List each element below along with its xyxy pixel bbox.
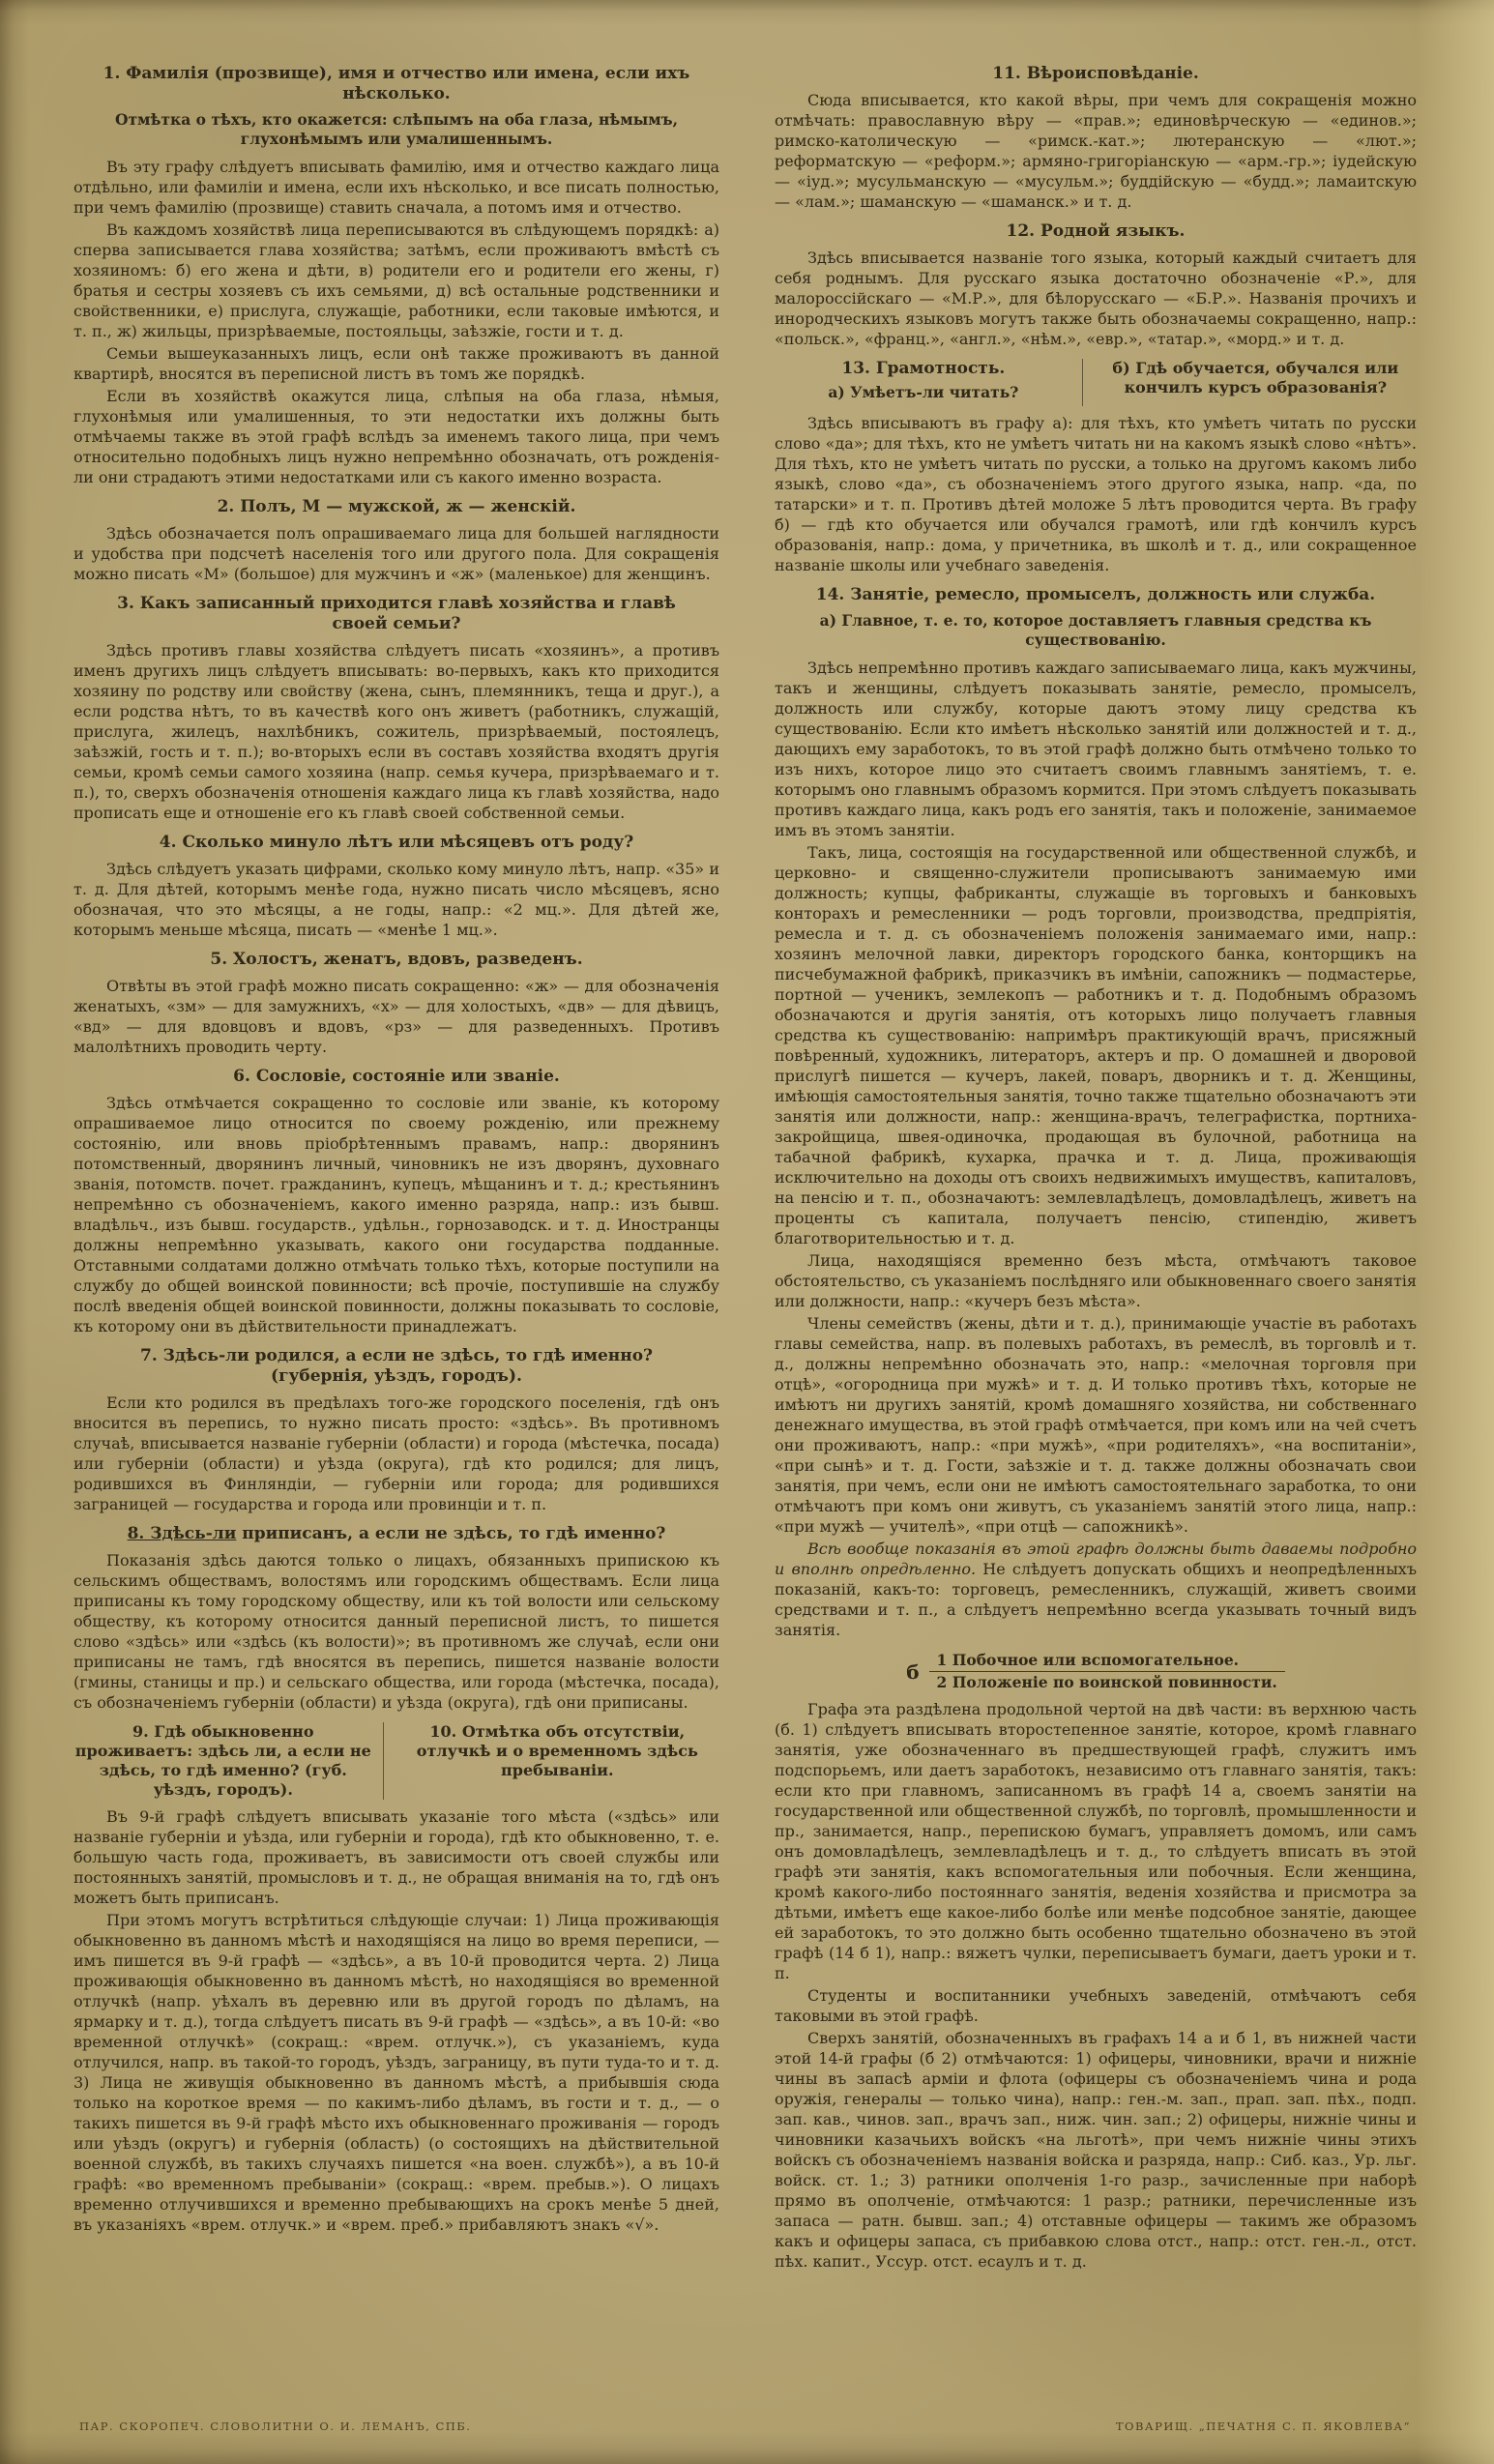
section-heading: 12. Родной языкъ. [1006, 221, 1186, 241]
heading-pair-right: 10. Отмѣтка объ отсутствіи, отлучкѣ и о временномъ здѣсь пребываніи. [383, 1722, 719, 1800]
b-lines [929, 1650, 1285, 1693]
paragraph: Здѣсь вписываютъ въ графу а): для тѣхъ, кто умѣетъ читать по русски слово «да»; для тѣхъ, кто не умѣетъ читать ни на какомъ языкѣ слово «нѣтъ». Для тѣхъ, кто не умѣетъ читать по русски, а только на другомъ какомъ либо языкѣ, слово «да», съ обозначеніемъ этого другого языка, напр. «да, по татарски» и т. п. Противъ дѣтей моложе 5 лѣтъ проводится черта. Въ графу б) — гдѣ кто обучается или обучался грамотѣ, или гдѣ кончилъ курсъ образованія, напр.: дома, у причетника, въ школѣ и т. д., или сокращенное названіе школы или учебнаго заведенія. [775, 414, 1417, 574]
italic-lead: Всѣ вообще показанія въ этой графѣ должны быть даваемы подробно и вполнѣ опредѣленно. [775, 1540, 1417, 1578]
paragraph: Показанія здѣсь даются только о лицахъ, обязанныхъ припискою къ сельскимъ обществамъ, волостямъ или городскимъ обществамъ. Если лица приписаны къ тому городскому обществу, или къ той волости или сельскому обществу, къ которому относится данный переписной листъ, то пишется слово «здѣсь» или «здѣсь (къ волости)»; въ противномъ же случаѣ, если они приписаны не тамъ, гдѣ вносятся въ перепись, пишется названіе волости (гмины, станицы и пр.) и сельскаго общества, или города (мѣстечка, посада), съ обозначеніемъ губерніи (области) и уѣзда (округа), гдѣ они приписаны. [73, 1551, 719, 1712]
paragraph: Графа эта раздѣлена продольной чертой на двѣ части: въ верхнюю часть (б. 1) слѣдуетъ вписывать второстепенное занятіе, которое, кромѣ главнаго занятія, уже обозначеннаго въ предшествующей графѣ, служитъ имъ подспорьемъ, или даетъ заработокъ, независимо отъ главнаго занятія, такъ: если кто при главномъ, записанномъ въ графѣ 14 а, своемъ занятіи на государственной или общественной службѣ, по торговлѣ, промышленности и пр., занимается, напр., перепискою бумагъ, управляетъ домомъ, или самъ онъ домовладѣлецъ, землевладѣлецъ и т. д., то слѣдуетъ вписать въ этой графѣ эти занятія, какъ вспомогательныя или побочныя. Если женщина, кромѣ какого-либо постояннаго занятія, веденія хозяйства и присмотра за дѣтьми, имѣетъ еще какое-либо болѣе или менѣе подсобное занятіе, дающее ей заработокъ, то это должно быть особенно тщательно обозначено въ этой графѣ (14 б 1), напр.: вяжетъ чулки, переписываетъ бумаги, даетъ уроки и т. п. [775, 1700, 1417, 1982]
section-heading: 11. Вѣроисповѣданіе. [992, 64, 1199, 83]
section-heading: 8. Здѣсь-ли приписанъ, а если не здѣсь, то гдѣ именно? [127, 1524, 666, 1543]
paragraph: Въ эту графу слѣдуетъ вписывать фамилію, имя и отчество каждаго лица отдѣльно, или фамиліи и имена, если ихъ нѣсколько, и все писать полностью, при чемъ фамилію (прозвище) ставить сначала, а потомъ имя и отчество. [73, 158, 719, 217]
sub-column-heading [775, 1650, 1417, 1693]
b-line-military-status: 2 Положеніе по воинской повинности. [936, 1673, 1277, 1691]
paragraph: Лица, находящіяся временно безъ мѣста, отмѣчаютъ таковое обстоятельство, съ указаніемъ послѣдняго или обыкновеннаго своего занятія или должности, напр.: «кучеръ безъ мѣста». [775, 1251, 1417, 1310]
paragraph: Здѣсь непремѣнно противъ каждаго записываемаго лица, какъ мужчины, такъ и женщины, слѣдуетъ показывать занятіе, ремесло, промыселъ, должность или службу, которые даютъ этому лицу средства къ существованію. Если кто имѣетъ нѣсколько занятій или должностей и т. д., дающихъ ему заработокъ, то въ этой графѣ должно быть отмѣчено только то изъ нихъ, которое лицо это считаетъ своимъ главнымъ занятіемъ, т. е. которымъ оно главнымъ образомъ кормится. При этомъ слѣдуетъ показывать противъ каждаго лица, какъ родъ его занятія, такъ и положеніе, занимаемое имъ въ этомъ занятіи. [775, 659, 1417, 839]
b-label: б [906, 1659, 920, 1684]
section-heading: 4. Сколько минуло лѣтъ или мѣсяцевъ отъ роду? [159, 833, 634, 852]
paragraph: Въ каждомъ хозяйствѣ лица переписываются въ слѣдующемъ порядкѣ: а) сперва записывается глава хозяйства; затѣмъ, если проживаютъ вмѣстѣ съ хозяиномъ: б) его жена и дѣти, в) родители его и родители его жены, г) братья и сестры хозяевъ съ ихъ семьями, д) всѣ остальные родственники и свойственники, е) прислуга, служащіе, работники, если таковые имѣются, и т. п., ж) жильцы, призрѣваемые, постояльцы, заѣзжіе, гости и т. д. [73, 220, 719, 340]
paragraph: Здѣсь вписывается названіе того языка, который каждый считаетъ для себя роднымъ. Для русскаго языка достаточно обозначеніе «Р.», для малороссійскаго — «М.Р.», для бѣлорусскаго — «Б.Р.». Названія прочихъ и инородческихъ языковъ могутъ также быть обозначаемы сокращенно, напр.: «польск.», «франц.», «англ.», «нѣм.», «евр.», «татар.», «морд.» и т. д. [775, 249, 1417, 348]
section-heading: Отмѣтка о тѣхъ, кто окажется: слѣпымъ на оба глаза, нѣмымъ, глухонѣмымъ или умалишеннымъ. [114, 110, 679, 148]
paragraph: Здѣсь отмѣчается сокращенно то сословіе или званіе, къ которому опрашиваемое лицо относится по своему рожденію, или прежнему состоянію, или вновь пріобрѣтеннымъ правамъ, напр.: дворянинъ потомственный, дворянинъ личный, чиновникъ не изъ дворянъ, духовнаго званія, потомств. почет. гражданинъ, купецъ, мѣщанинъ и т. д.; крестьянинъ непремѣнно съ обозначеніемъ, какого именно разряда, напр.: изъ бывш. владѣльч., изъ бывш. государств., удѣльн., горнозаводск. и т. д. Иностранцы должны непремѣнно указывать, какого они государства подданные. Отставными солдатами должно отмѣчать только тѣхъ, которые поступили на службу до общей воинской повинности; всѣ прочіе, поступившіе на службу послѣ введенія общей воинской повинности, должны показывать то сословіе, къ которому они въ дѣйствительности принадлежатъ. [73, 1094, 719, 1335]
paragraph: Всѣ вообще показанія въ этой графѣ должны быть даваемы подробно и вполнѣ опредѣленно. Не слѣдуетъ допускать общихъ и неопредѣленныхъ показаній, какъ-то: торговецъ, ремесленникъ, служащій, живетъ своими средствами и т. п., а слѣдуетъ непремѣнно всегда указывать точный видъ занятія. [775, 1540, 1417, 1639]
paragraph: Отвѣты въ этой графѣ можно писать сокращенно: «ж» — для обозначенія женатыхъ, «зм» — для замужнихъ, «х» — для холостыхъ, «дв» — для дѣвицъ, «вд» — для вдовцовъ и вдовъ, «рз» — для разведенныхъ. Противъ малолѣтнихъ проводить черту. [73, 977, 719, 1056]
heading-underlined-lead: 8. Здѣсь-ли [127, 1524, 237, 1543]
heading-pair [73, 1722, 719, 1800]
section-heading: 2. Полъ, М — мужской, ж — женскій. [217, 497, 576, 516]
paragraph: Здѣсь обозначается полъ опрашиваемаго лица для большей наглядности и удобства при подсчетѣ населенія того или другого пола. Для сокращенія можно писать «М» (большое) для мужчинъ и «ж» (маленькое) для женщинъ. [73, 524, 719, 583]
section-heading: 1. Фамилія (прозвище), имя и отчество или имена, если ихъ нѣсколько. [103, 64, 690, 103]
section-heading: 13. Грамотность. [841, 359, 1006, 378]
printer-imprint-left: ПАР. СКОРОПЕЧ. СЛОВОЛИТНИ О. И. ЛЕМАНЪ, СПБ. [79, 2420, 472, 2433]
paragraph: Если въ хозяйствѣ окажутся лица, слѣпыя на оба глаза, нѣмыя, глухонѣмыя или умалишенныя, то эти недостатки ихъ должны быть отмѣчаемы также въ этой графѣ вслѣдъ за именемъ такого лица, при чемъ относительно подобныхъ лицъ нужно непремѣнно обозначать, отъ рожденія-ли они страдаютъ этими недостатками или съ какого именно возраста. [73, 387, 719, 486]
paragraph: Если кто родился въ предѣлахъ того-же городского поселенія, гдѣ онъ вносится въ перепись, то нужно писать просто: «здѣсь». Въ противномъ случаѣ, вписывается названіе губерніи (области) и города (мѣстечка, посада) или губерніи (области) и уѣзда (округа), гдѣ кто родился; для лицъ, родившихся въ Финляндіи, — губерніи или города; для родившихся заграницей — государства и города или провинціи и т. п. [73, 1393, 719, 1513]
heading-pair [775, 359, 1417, 406]
section-heading: 6. Сословіе, состояніе или званіе. [233, 1067, 560, 1086]
heading-pair-right: б) Гдѣ обучается, обучался или кончилъ курсъ образованія? [1082, 359, 1417, 406]
section-heading: 3. Какъ записанный приходится главѣ хозяйства и главѣ своей семьи? [117, 594, 676, 633]
paragraph: Въ 9-й графѣ слѣдуетъ вписывать указаніе того мѣста («здѣсь» или названіе губерніи и уѣзда, или губерніи и города), гдѣ кто обыкновенно, т. е. большую часть года, проживаетъ, въ зависимости отъ своей службы или постоянныхъ занятій, промысловъ и т. д., не обращая вниманія на то, гдѣ онъ можетъ быть приписанъ. [73, 1807, 719, 1907]
paragraph: Здѣсь слѣдуетъ указать цифрами, сколько кому минуло лѣтъ, напр. «35» и т. д. Для дѣтей, которымъ менѣе года, нужно писать число мѣсяцевъ, ясно обозначая, что это мѣсяцы, а не годы, напр.: «2 мц.». Для дѣтей же, которымъ меньше мѣсяца, писать — «менѣе 1 мц.». [73, 860, 719, 939]
paragraph: При этомъ могутъ встрѣтиться слѣдующіе случаи: 1) Лица проживающія обыкновенно въ данномъ мѣстѣ и находящіяся на лицо во время переписи, — имъ пишется въ 9-й графѣ — «здѣсь», а въ 10-й проводится черта. 2) Лица проживающія обыкновенно въ данномъ мѣстѣ, но находящіяся во временной отлучкѣ (напр. уѣхалъ въ деревню или въ другой городъ по дѣламъ, на ярмарку и т. д.), тогда слѣдуетъ писать въ 9-й графѣ — «здѣсь», а въ 10-й: «во временной отлучкѣ» (сокращ.: «врем. отлучк.»), съ указаніемъ, куда отлучился, напр. въ такой-то городъ, уѣздъ, заграницу, въ пути туда-то и т. д. 3) Лица не живущія обыкновенно въ данномъ мѣстѣ, а прибывшія сюда только на короткое время — по какимъ-либо дѣламъ, въ гости и т. д., — о такихъ пишется въ 9-й графѣ мѣсто ихъ обыкновеннаго проживанія — городъ или уѣздъ (округъ) и губернія (область) (о состоящихъ на дѣйствительной военной службѣ, въ такихъ случаяхъ пишется «на воен. службѣ»), а въ 10-й графѣ: «во временномъ пребываніи» (сокращ.: «врем. пребыв.»). О лицахъ временно отлучившихся и временно пребывающихъ на срокъ менѣе 5 дней, въ указаніяхъ «врем. отлучк.» и «врем. преб.» прибавляютъ знакъ «√». [73, 1911, 719, 2234]
heading-pair-left: 9. Гдѣ обыкновенно проживаетъ: здѣсь ли, а если не здѣсь, то гдѣ именно? (губ. уѣздъ, городъ). [74, 1722, 371, 1799]
paragraph: Такъ, лица, состоящія на государственной или общественной службѣ, и церковно- и священно-служители прописываютъ занимаемую ими должность; купцы, фабриканты, служащіе въ торговыхъ и банковыхъ конторахъ и ремесленники — родъ торговли, производства, предпріятія, ремесла и т. д. съ обозначеніемъ положенія занимаемаго ими, напр.: хозяинъ мелочной лавки, директоръ городского банка, конторщикъ на писчебумажной фабрикѣ, приказчикъ въ имѣніи, сапожникъ — подмастерье, портной — ученикъ, землекопъ — работникъ и т. д. Подобнымъ образомъ обозначаются и другія занятія, отъ которыхъ лицо получаетъ главныя средства къ существованію: напримѣръ практикующій врачъ, присяжный повѣренный, художникъ, литераторъ, актеръ и пр. О домашней и дворовой прислугѣ пишется — кучеръ, лакей, поваръ, дворникъ и т. д. Женщины, имѣющія самостоятельныя занятія, точно также тщательно обозначаютъ эти занятія или должности, напр.: женщина-врачъ, телеграфистка, портниха-закройщица, швея-одиночка, продающая въ булочной, работница на табачной фабрикѣ, кухарка, прачка и т. д. Лица, проживающія исключительно на доходы отъ своихъ недвижимыхъ имуществъ, капиталовъ, на пенсію и т. п., обозначаютъ: землевладѣлецъ, домовладѣлецъ, живетъ на проценты съ капитала, получаетъ пенсію, стипендію, живетъ благотворительностью и т. д. [775, 843, 1417, 1247]
left-column [73, 54, 719, 2237]
section-heading: 5. Холостъ, женатъ, вдовъ, разведенъ. [210, 950, 583, 969]
paragraph: Здѣсь противъ главы хозяйства слѣдуетъ писать «хозяинъ», а противъ именъ другихъ лицъ слѣдуетъ вписывать: во-первыхъ, какъ кто приходится хозяину по родству или свойству (жена, сынъ, племянникъ, теща и друг.), а если родства нѣтъ, то въ качествѣ кого онъ живетъ (работникъ, служащій, прислуга, жилецъ, нахлѣбникъ, сожитель, призрѣваемый, постоялецъ, заѣзжій, гость и т. п.); во-вторыхъ если въ составъ хозяйства входятъ другія семьи, кромѣ семьи самого хозяина (напр. семья кучера, призрѣваемаго и т. п.), то, сверхъ обозначенія отношенія каждаго лица къ главѣ хозяйства, надо прописать еще и отношеніе его къ главѣ своей собственной семьи. [73, 641, 719, 822]
printer-imprint-right: ТОВАРИЩ. „ПЕЧАТНЯ С. П. ЯКОВЛЕВА“ [1115, 2420, 1411, 2433]
paragraph: Семьи вышеуказанныхъ лицъ, если онѣ также проживаютъ въ данной квартирѣ, вносятся въ переписной листъ въ томъ же порядкѣ. [73, 344, 719, 383]
section-heading: а) Главное, т. е. то, которое доставляетъ главныя средства къ существованію. [819, 611, 1372, 649]
right-column [775, 54, 1417, 2273]
section-heading: 7. Здѣсь-ли родился, а если не здѣсь, то гдѣ именно? (губернія, уѣздъ, городъ). [139, 1346, 653, 1386]
b-line-secondary-occupation: 1 Побочное или вспомогательное. [929, 1650, 1285, 1672]
section-subheading: а) Умѣетъ-ли читать? [828, 383, 1019, 401]
section-heading: 14. Занятіе, ремесло, промыселъ, должность или служба. [815, 585, 1376, 604]
paragraph: Сверхъ занятій, обозначенныхъ въ графахъ 14 а и б 1, въ нижней части этой 14-й графы (б 2) отмѣчаются: 1) офицеры, чиновники, врачи и нижніе чины въ запасѣ арміи и флота (офицеры съ обозначеніемъ чина и рода оружія, генералы — только чина), напр.: ген.-м. зап., прап. зап. пѣх., подп. зап. кав., чинов. зап., врачъ зап., ниж. чин. зап.; 2) офицеры, нижніе чины и чиновники казачьихъ войскъ «на льготѣ», при чемъ нижніе чины этихъ войскъ съ обозначеніемъ названія войска и разряда, напр.: Сиб. каз., Ур. льг. войск. ст. 1.; 3) ратники ополченія 1-го разр., зачисленные при наборѣ прямо въ ополченіе, отмѣчаются: 1 разр.; ратники, перечисленные изъ запаса — ратн. бывш. зап.; 4) отставные офицеры — такимъ же образомъ какъ и офицеры запаса, съ прибавкою слова отст., напр.: отст. ген.-л., отст. пѣх. капит., Уссур. отст. есаулъ и т. д. [775, 2029, 1417, 2271]
paragraph: Члены семействъ (жены, дѣти и т. д.), принимающіе участіе въ работахъ главы семейства, напр. въ полевыхъ работахъ, въ ремеслѣ, въ торговлѣ и т. д., должны непремѣнно обозначать это, напр.: «мелочная торговля при отцѣ», «огородница при мужѣ» и т. д. И только противъ тѣхъ, которые не имѣютъ ни другихъ занятій, кромѣ домашняго хозяйства, ни собственнаго денежнаго имущества, въ этой графѣ отмѣчается, при комъ или на чей счетъ они проживаютъ, напр.: «при мужѣ», «при родителяхъ», «на воспитаніи», «при сынѣ» и т. д. Гости, заѣзжіе и т. д. также должны обозначать свои занятія, при чемъ, если они не имѣютъ самостоятельнаго заработка, то они отмѣчаютъ при комъ они живутъ, съ указаніемъ занятій этого лица, напр.: «при мужѣ — учителѣ», «при отцѣ — сапожникѣ». [775, 1314, 1417, 1536]
paragraph: Сюда вписывается, кто какой вѣры, при чемъ для сокращенія можно отмѣчать: православную вѣру — «прав.»; единовѣрческую — «единов.»; римско-католическую — «римск.-кат.»; лютеранскую — «лют.»; реформатскую — «реформ.»; армяно-григоріанскую — «арм.-гр.»; іудейскую — «іуд.»; мусульманскую — «мусульм.»; буддійскую — «будд.»; ламаитскую — «лам.»; шаманскую — «шаманск.» и т. д. [775, 91, 1417, 211]
paragraph: Студенты и воспитанники учебныхъ заведеній, отмѣчаютъ себя таковыми въ этой графѣ. [775, 1986, 1417, 2025]
heading-pair-left [775, 359, 1082, 406]
